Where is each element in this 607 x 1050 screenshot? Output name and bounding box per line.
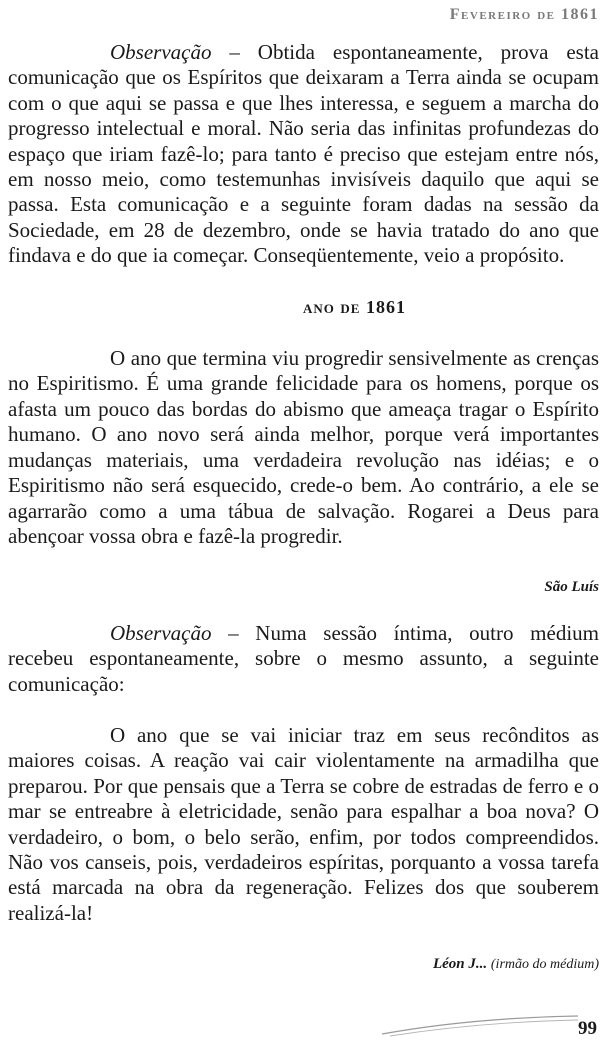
page-body — [8, 40, 599, 978]
signature-note: (irmão do médium) — [490, 957, 599, 973]
signature-sao-luis: São Luís — [544, 579, 599, 596]
section-title-year: 1861 — [365, 296, 406, 317]
section-title — [8, 295, 599, 320]
observation-text: – Obtida espontaneamente, prova esta comunicação que os Espíritos que deixaram a Terra ainda se ocupam com o que aqui se passa e que lhes interessa, e seguem a marcha do progresso intelectual e moral. Não seria das infinitas profundezas do espaço que iriam fazê-lo; para tanto é preciso que estejam entre nós, em nosso meio, como testemunhas invisíveis daquilo que aqui se passa. Esta comunicação e a seguinte foram dadas na sessão da Sociedade, em 28 de dezembro, onde se havia tratado do ano que findava e do que ia começar. Conseqüentemente, veio a propósito. — [8, 40, 599, 268]
observation-paragraph-2 — [8, 621, 599, 697]
message-paragraph-2: O ano que se vai iniciar traz em seus recônditos as maiores coisas. A reação vai cair violentamente na armadilha que preparou. Por que pensais que a Terra se cobre de estradas de ferro e o mar se entreabre à eletricidade, senão para espalhar a boa nova? O verdadeiro, o bom, o belo serão, enfim, por todos compreendidos. Não vos canseis, pois, verdadeiros espíritas, porquanto a vossa tarefa está marcada na obra da regeneração. Felizes dos que souberem realizá-la! — [8, 722, 599, 925]
signature-leon — [8, 952, 599, 977]
observation-label: Observação — [110, 620, 212, 645]
running-head: Fevereiro de 1861 — [449, 6, 599, 23]
signature-name: Léon J... — [432, 956, 488, 973]
observation-text: – Numa sessão íntima, outro médium recebeu espontaneamente, sobre o mesmo assunto, a seguinte comunicação: — [8, 620, 599, 696]
observation-paragraph-1 — [8, 40, 599, 269]
page-number: 99 — [578, 1018, 597, 1039]
observation-label: Observação — [110, 40, 212, 64]
message-paragraph-1: O ano que termina viu progredir sensivelmente as crenças no Espiritismo. É uma grande felicidade para os homens, porque os afasta um pouco das bordas do abismo que ameaça tragar o Espírito humano. O ano novo será ainda melhor, porque verá importantes mudanças materiais, uma verdadeira revolução nas idéias; e o Espiritismo não será esquecido, crede-o bem. Ao contrário, a ele se agarrarão como a uma tábua de salvação. Rogarei a Deus para abençoar vossa obra e fazê-la progredir. — [8, 346, 599, 548]
footer-swoosh-ornament — [380, 1010, 580, 1040]
section-title-word: ano de — [303, 296, 361, 317]
